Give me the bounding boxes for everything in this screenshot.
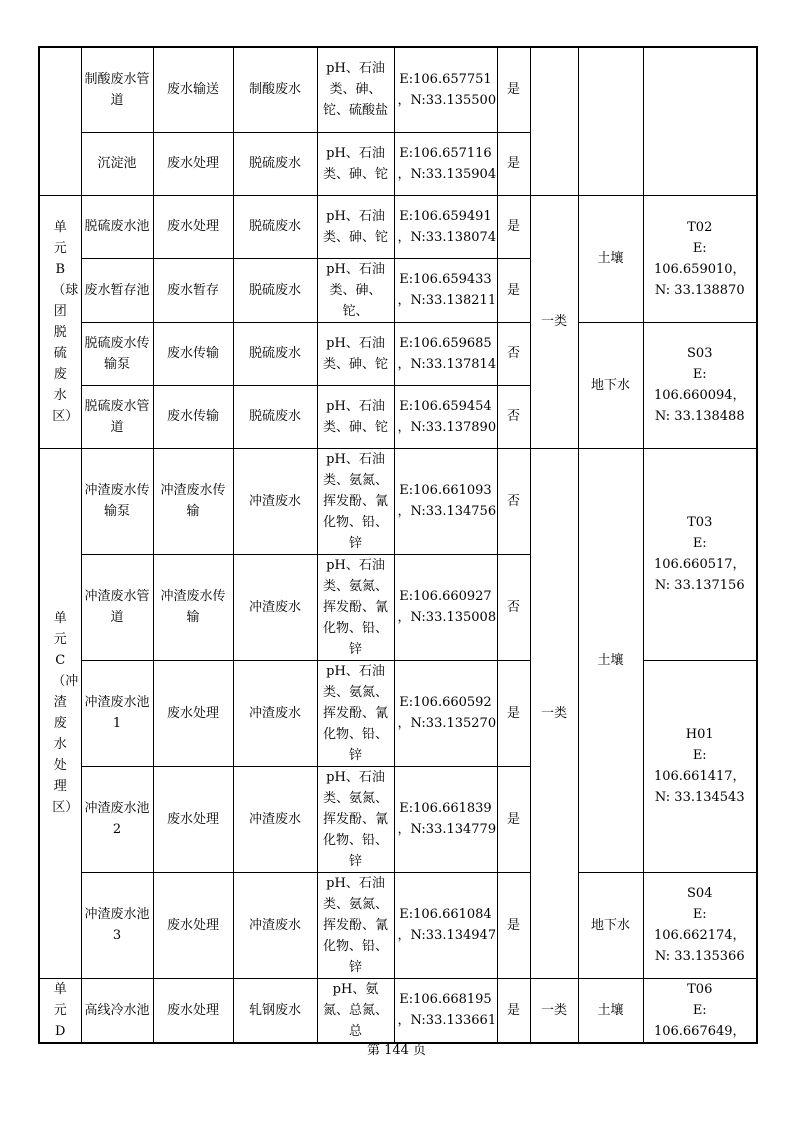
coord-e: E:106.660592 [399,695,492,710]
table-row [39,978,757,1043]
medium-cell-continued [578,47,643,195]
hidden-flag-cell: 是 [497,258,530,322]
pollutants-cell: pH、石油类、氨氮、挥发酚、氰化物、铅、锌 [317,554,394,660]
table-row [39,660,757,766]
coord-cell [394,132,497,195]
pollutants-cell: pH、石油类、砷、铊 [317,195,394,258]
point-id: T03 [687,515,713,530]
coord-e: E:106.660927 [399,589,492,604]
coord-cell [394,766,497,872]
hidden-flag-cell: 是 [497,47,530,132]
coord-e: E:106.661839 [399,801,492,816]
coord-cell [394,258,497,322]
hidden-flag-cell: 是 [497,872,530,978]
unit-cell-c [39,448,81,978]
coord-n: ，N:33.135904 [397,166,497,182]
pollutants-cell: pH、石油类、氨氮、挥发酚、氰化物、铅、锌 [317,872,394,978]
point-cell-t02 [643,195,757,322]
wastewater-cell: 冲渣废水 [233,766,317,872]
table-row [39,47,757,132]
point-n: N: 33.137156 [654,578,745,593]
coord-e: E:106.657116 [399,145,492,161]
function-cell: 废水处理 [153,766,233,872]
function-cell: 废水暂存 [153,258,233,322]
facility-cell: 冲渣废水传输泵 [81,448,153,554]
coord-n: ，N:33.135008 [397,610,497,625]
hidden-flag-cell: 是 [497,660,530,766]
function-cell: 废水处理 [153,978,233,1043]
category-cell-continued [530,47,578,195]
coord-e: E:106.659491 [399,208,492,224]
coord-n: ，N:33.133661 [397,1013,497,1028]
pollutants-cell: pH、石油类、砷、铊 [317,322,394,385]
unit-cell-b [39,195,81,448]
wastewater-cell: 脱硫废水 [233,132,317,195]
function-cell: 废水传输 [153,322,233,385]
table-row [39,448,757,554]
function-cell: 冲渣废水传输 [153,554,233,660]
facility-cell: 脱硫废水传输泵 [81,322,153,385]
hidden-flag-cell: 是 [497,195,530,258]
table-row [39,322,757,385]
coord-cell [394,872,497,978]
wastewater-cell: 冲渣废水 [233,448,317,554]
function-cell: 废水传输 [153,385,233,448]
coord-n: ，N:33.137890 [397,419,497,435]
coord-e: E:106.661084 [399,907,492,922]
medium-cell: 土壤 [578,448,643,872]
coord-cell [394,448,497,554]
pollutants-cell: pH、石油类、氨氮、挥发酚、氰化物、铅、锌 [317,660,394,766]
wastewater-cell: 制酸废水 [233,47,317,132]
wastewater-cell: 脱硫废水 [233,385,317,448]
coord-cell [394,322,497,385]
point-e: E: 106.660094， [653,367,746,403]
pollutants-cell: pH、石油类、氨氮、挥发酚、氰化物、铅、锌 [317,766,394,872]
hidden-flag-cell: 否 [497,322,530,385]
point-id: S04 [687,886,713,901]
facility-cell: 脱硫废水管道 [81,385,153,448]
medium-cell: 地下水 [578,872,643,978]
hidden-flag-cell: 是 [497,766,530,872]
facility-cell: 废水暂存池 [81,258,153,322]
point-n: N: 33.135366 [654,949,745,964]
category-cell: 一类 [530,448,578,978]
function-cell: 废水处理 [153,660,233,766]
wastewater-cell: 脱硫废水 [233,258,317,322]
facility-cell: 脱硫废水池 [81,195,153,258]
facility-cell: 制酸废水管道 [81,47,153,132]
unit-cell-continued [39,47,81,195]
coord-e: E:106.661093 [399,483,492,498]
coord-e: E:106.659454 [399,398,492,414]
coord-n: ，N:33.134779 [397,822,497,837]
coord-cell [394,47,497,132]
function-cell: 废水处理 [153,195,233,258]
wastewater-cell: 冲渣废水 [233,554,317,660]
facility-cell: 冲渣废水管道 [81,554,153,660]
facility-cell: 高线冷水池 [81,978,153,1043]
coord-n: ，N:33.137814 [397,356,497,372]
wastewater-cell: 轧钢废水 [233,978,317,1043]
pollutants-cell: pH、石油类、氨氮、挥发酚、氰化物、铅、锌 [317,448,394,554]
hidden-flag-cell: 否 [497,385,530,448]
coord-e: E:106.659433 [399,272,492,287]
unit-label: 单元C（冲渣废水处理区） [52,611,79,815]
point-id: H01 [685,727,714,742]
function-cell: 冲渣废水传输 [153,448,233,554]
point-e: E: 106.661417， [653,748,746,784]
facility-cell: 冲渣废水池 1 [81,660,153,766]
medium-cell: 土壤 [578,978,643,1043]
unit-label: 单元D [53,981,67,1039]
point-cell-s03 [643,322,757,448]
wastewater-cell: 脱硫废水 [233,195,317,258]
point-cell-t03 [643,448,757,660]
pollutants-cell: pH、石油类、砷、铊 [317,385,394,448]
category-cell: 一类 [530,195,578,448]
function-cell: 废水输送 [153,47,233,132]
point-id: T06 [687,981,713,997]
facility-cell: 冲渣废水池 3 [81,872,153,978]
point-id: S03 [687,346,713,361]
coord-n: ，N:33.138211 [397,293,497,308]
coord-cell [394,195,497,258]
coord-n: ，N:33.135500 [397,92,497,108]
function-cell: 废水处理 [153,872,233,978]
wastewater-cell: 冲渣废水 [233,660,317,766]
point-e: E: 106.662174， [653,907,746,943]
table-row [39,195,757,258]
coord-cell [394,385,497,448]
unit-label: 单元B（球团脱硫废水区） [52,219,79,424]
coord-n: ，N:33.138074 [397,229,497,245]
medium-cell: 土壤 [578,195,643,322]
page-number: 第 144 页 [366,1043,427,1058]
point-e: E: 106.659010， [653,240,746,277]
pollutants-cell: pH、氨氮、总氮、总 [317,978,394,1043]
coord-n: ，N:33.135270 [397,716,497,731]
point-cell-s04 [643,872,757,978]
hidden-flag-cell: 是 [497,978,530,1043]
wastewater-cell: 冲渣废水 [233,872,317,978]
point-cell-h01 [643,660,757,872]
point-n: N: 33.134543 [654,790,745,805]
hidden-flag-cell: 否 [497,554,530,660]
pollutants-cell: pH、石油类、砷、铊、硫酸盐 [317,47,394,132]
medium-cell: 地下水 [578,322,643,448]
table-row [39,872,757,978]
coord-e: E:106.657751 [399,71,492,87]
coord-n: ，N:33.134947 [397,928,497,943]
coord-cell [394,978,497,1043]
function-cell: 废水处理 [153,132,233,195]
wastewater-cell: 脱硫废水 [233,322,317,385]
point-e: E: 106.667649， [653,1002,746,1039]
coord-e: E:106.668195 [399,992,492,1007]
point-cell-continued [643,47,757,195]
point-e: E: 106.660517， [653,536,746,572]
facility-table [38,46,758,1044]
pollutants-cell: pH、石油类、砷、铊 [317,132,394,195]
coord-e: E:106.659685 [399,335,492,351]
point-n: N: 33.138870 [654,282,745,298]
hidden-flag-cell: 否 [497,448,530,554]
facility-cell: 冲渣废水池 2 [81,766,153,872]
coord-cell [394,660,497,766]
facility-cell: 沉淀池 [81,132,153,195]
point-cell-t06 [643,978,757,1043]
pollutants-cell: pH、石油类、砷、铊、 [317,258,394,322]
coord-n: ，N:33.134756 [397,504,497,519]
point-id: T02 [687,219,713,235]
point-n: N: 33.138488 [654,409,745,424]
unit-cell-d [39,978,81,1043]
hidden-flag-cell: 是 [497,132,530,195]
coord-cell [394,554,497,660]
category-cell: 一类 [530,978,578,1043]
